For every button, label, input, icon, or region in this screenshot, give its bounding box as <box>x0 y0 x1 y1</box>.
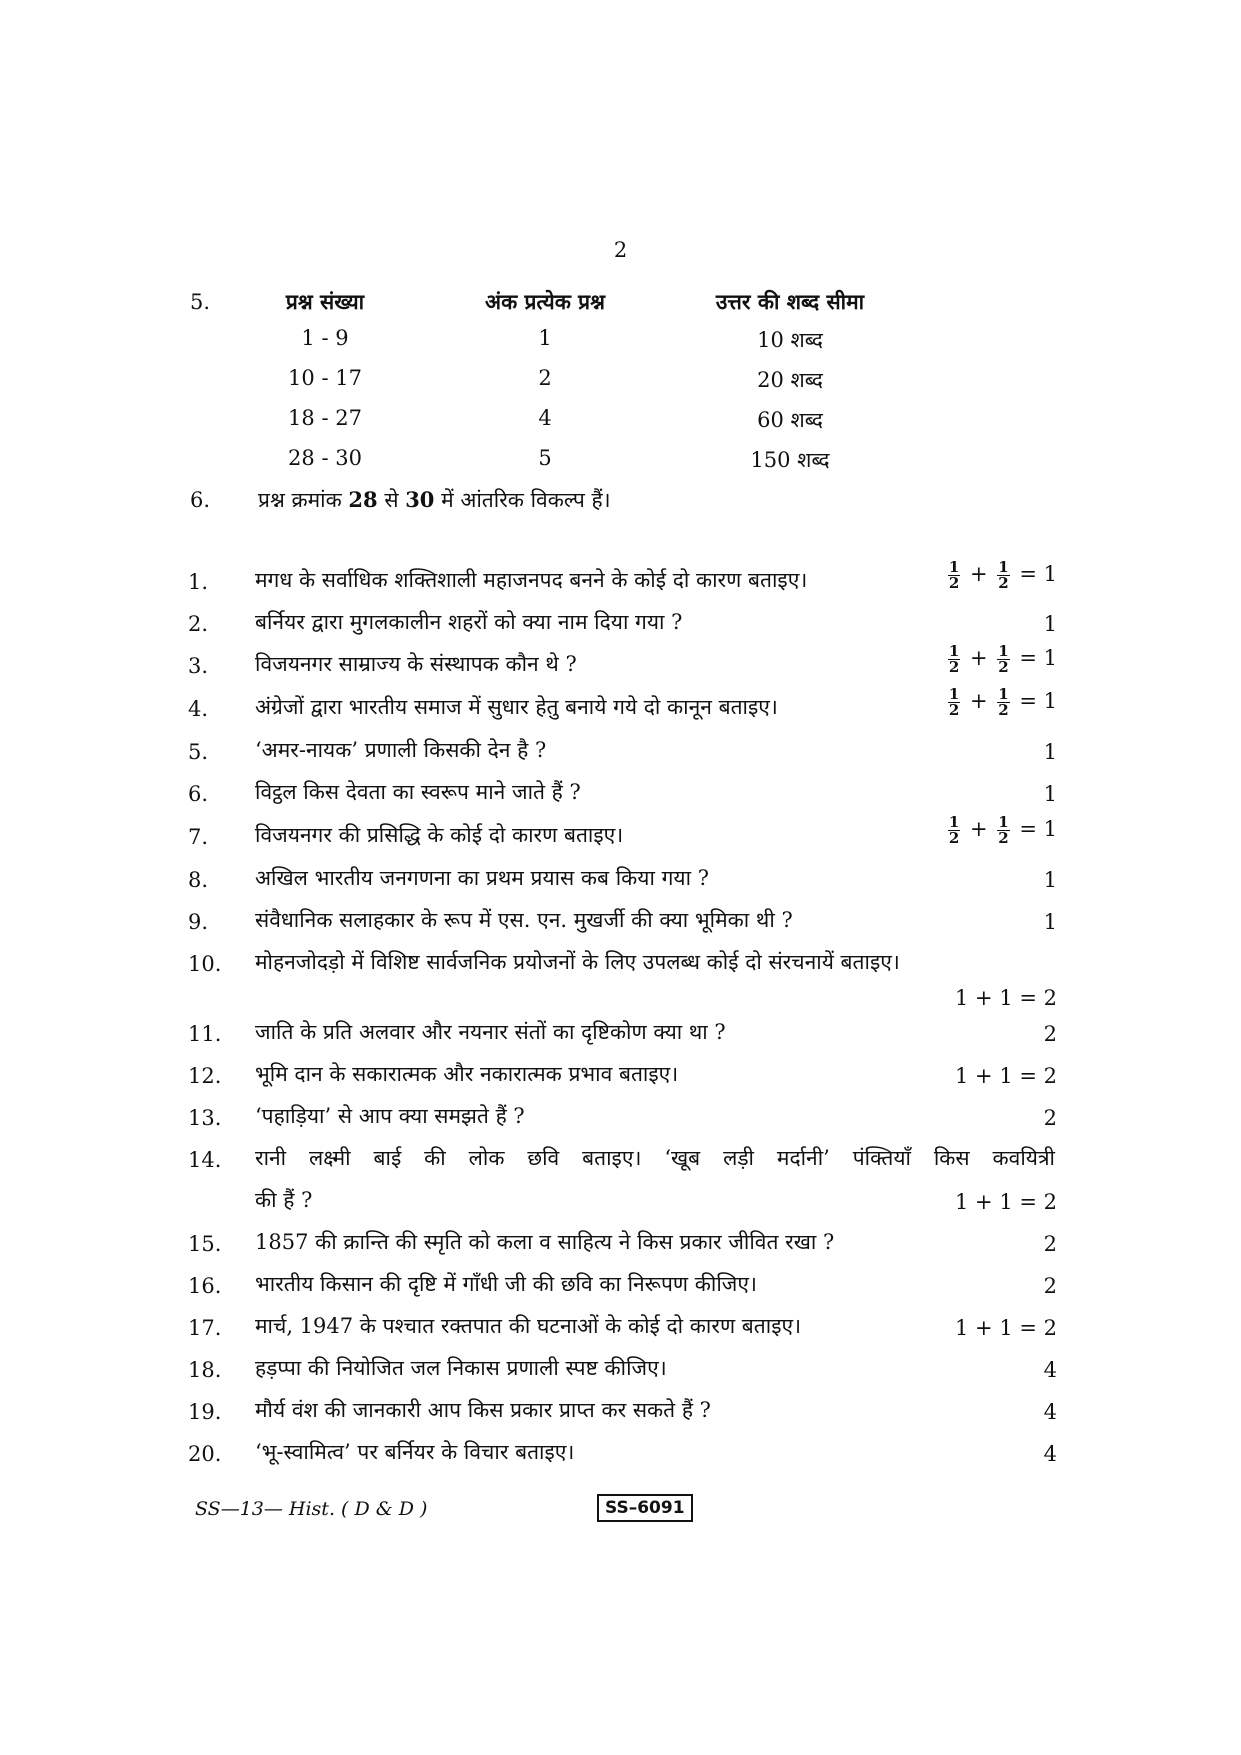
table-cell: 150 शब्द <box>750 448 830 472</box>
table-cell: 1 <box>538 326 552 350</box>
question-marks: $\frac{1}{2}$ + $\frac{1}{2}$ = 1 <box>948 813 1057 847</box>
header-marks-each: अंक प्रत्येक प्रश्न <box>485 289 605 314</box>
half-fraction: $\frac{1}{2}$ <box>998 642 1009 676</box>
table-cell: 28 - 30 <box>288 446 362 470</box>
header-question-number: प्रश्न संख्या <box>285 289 365 314</box>
question-number: 3. <box>188 654 209 678</box>
question-text: 1857 की क्रान्ति की स्मृति को कला व साहित्य ने किस प्रकार जीवित रखा ? <box>255 1230 835 1254</box>
table-cell: 10 - 17 <box>288 366 362 390</box>
question-text: विट्ठल किस देवता का स्वरूप माने जाते हैं ? <box>255 780 581 804</box>
question-marks: 1 + 1 = 2 <box>955 1316 1057 1340</box>
table-cell: 60 शब्द <box>757 408 823 432</box>
question-text: रानी लक्ष्मी बाई की लोक छवि बताइए। ‘खूब लड़ी मर्दानी’ पंक्तियाँ किस कवयित्री <box>255 1146 1055 1170</box>
question-text: बर्नियर द्वारा मुगलकालीन शहरों को क्या नाम दिया गया ? <box>255 610 683 634</box>
question-text: भारतीय किसान की दृष्टि में गाँधी जी की छवि का निरूपण कीजिए। <box>255 1272 757 1296</box>
question-marks: 1 <box>1043 910 1057 934</box>
question-text: मगध के सर्वाधिक शक्तिशाली महाजनपद बनने के कोई दो कारण बताइए। <box>255 568 808 592</box>
question-text-continued: की हैं ? <box>255 1188 313 1212</box>
question-number: 11. <box>188 1022 222 1046</box>
question-marks: 1 <box>1043 782 1057 806</box>
instruction-6-text: प्रश्न क्रमांक 28 से 30 में आंतरिक विकल्प हैं। <box>258 487 611 512</box>
half-fraction: $\frac{1}{2}$ <box>948 558 960 592</box>
footer-series-code: SS–6091 <box>597 1494 693 1522</box>
question-number: 10. <box>188 952 222 976</box>
question-marks: 1 <box>1043 612 1057 636</box>
question-marks: 2 <box>1043 1022 1057 1046</box>
question-text: हड़प्पा की नियोजित जल निकास प्रणाली स्पष्ट कीजिए। <box>255 1356 667 1380</box>
question-text: अखिल भारतीय जनगणना का प्रथम प्रयास कब किया गया ? <box>255 866 709 890</box>
question-text: मार्च, 1947 के पश्चात रक्तपात की घटनाओं के कोई दो कारण बताइए। <box>255 1314 802 1338</box>
half-fraction: $\frac{1}{2}$ <box>998 813 1009 847</box>
question-number: 4. <box>188 697 209 721</box>
half-fraction: $\frac{1}{2}$ <box>948 642 960 676</box>
question-marks: 2 <box>1043 1232 1057 1256</box>
question-text: ‘भू-स्वामित्व’ पर बर्नियर के विचार बताइए। <box>255 1440 575 1464</box>
question-number: 6. <box>188 782 209 806</box>
question-number: 9. <box>188 910 209 934</box>
question-text: अंग्रेजों द्वारा भारतीय समाज में सुधार हेतु बनाये गये दो कानून बताइए। <box>255 695 778 719</box>
question-number: 8. <box>188 868 209 892</box>
question-text: ‘पहाड़िया’ से आप क्या समझते हैं ? <box>255 1104 525 1128</box>
question-text: संवैधानिक सलाहकार के रूप में एस. एन. मुखर्जी की क्या भूमिका थी ? <box>255 908 793 932</box>
half-fraction: $\frac{1}{2}$ <box>948 813 960 847</box>
half-fraction: $\frac{1}{2}$ <box>998 685 1009 719</box>
table-cell: 20 शब्द <box>757 368 823 392</box>
question-number: 17. <box>188 1316 222 1340</box>
question-marks: 4 <box>1043 1358 1057 1382</box>
question-marks: 4 <box>1043 1442 1057 1466</box>
question-marks: $\frac{1}{2}$ + $\frac{1}{2}$ = 1 <box>948 642 1057 676</box>
table-cell: 1 - 9 <box>301 326 349 350</box>
half-fraction: $\frac{1}{2}$ <box>998 558 1009 592</box>
table-cell: 10 शब्द <box>757 328 823 352</box>
table-cell: 2 <box>538 366 552 390</box>
question-text: विजयनगर की प्रसिद्धि के कोई दो कारण बताइए। <box>255 823 624 847</box>
question-text: भूमि दान के सकारात्मक और नकारात्मक प्रभाव बताइए। <box>255 1062 679 1086</box>
table-cell: 18 - 27 <box>288 406 362 430</box>
question-number: 5. <box>188 740 209 764</box>
question-marks: 1 <box>1043 740 1057 764</box>
table-cell: 4 <box>538 406 552 430</box>
page-number: 2 <box>613 238 628 262</box>
question-marks: 1 + 1 = 2 <box>955 1190 1057 1214</box>
question-number: 20. <box>188 1442 222 1466</box>
question-marks: $\frac{1}{2}$ + $\frac{1}{2}$ = 1 <box>948 558 1057 592</box>
question-marks: 2 <box>1043 1274 1057 1298</box>
question-number: 14. <box>188 1148 222 1172</box>
question-number: 1. <box>188 570 209 594</box>
header-word-limit: उत्तर की शब्द सीमा <box>715 289 865 314</box>
question-marks: 1 + 1 = 2 <box>955 1064 1057 1088</box>
question-text: मोहनजोदड़ो में विशिष्ट सार्वजनिक प्रयोजनों के लिए उपलब्ध कोई दो संरचनायें बताइए। <box>255 950 900 974</box>
question-number: 18. <box>188 1358 222 1382</box>
footer-paper-code: SS—13— Hist. ( D & D ) <box>195 1498 428 1520</box>
question-number: 16. <box>188 1274 222 1298</box>
question-number: 7. <box>188 825 209 849</box>
question-text: विजयनगर साम्राज्य के संस्थापक कौन थे ? <box>255 652 577 676</box>
question-marks: 1 <box>1043 868 1057 892</box>
question-number: 2. <box>188 612 209 636</box>
question-number: 13. <box>188 1106 222 1130</box>
table-cell: 5 <box>538 446 552 470</box>
question-marks: 2 <box>1043 1106 1057 1130</box>
question-number: 12. <box>188 1064 222 1088</box>
instruction-5-number: 5. <box>190 290 211 314</box>
instruction-6-number: 6. <box>190 488 211 512</box>
question-number: 15. <box>188 1232 222 1256</box>
question-text: जाति के प्रति अलवार और नयनार संतों का दृष्टिकोण क्या था ? <box>255 1020 726 1044</box>
question-marks: $\frac{1}{2}$ + $\frac{1}{2}$ = 1 <box>948 685 1057 719</box>
question-marks: 4 <box>1043 1400 1057 1424</box>
question-marks: 1 + 1 = 2 <box>955 986 1057 1010</box>
question-number: 19. <box>188 1400 222 1424</box>
half-fraction: $\frac{1}{2}$ <box>948 685 960 719</box>
question-text: ‘अमर-नायक’ प्रणाली किसकी देन है ? <box>255 738 547 762</box>
question-text: मौर्य वंश की जानकारी आप किस प्रकार प्राप्त कर सकते हैं ? <box>255 1398 711 1422</box>
